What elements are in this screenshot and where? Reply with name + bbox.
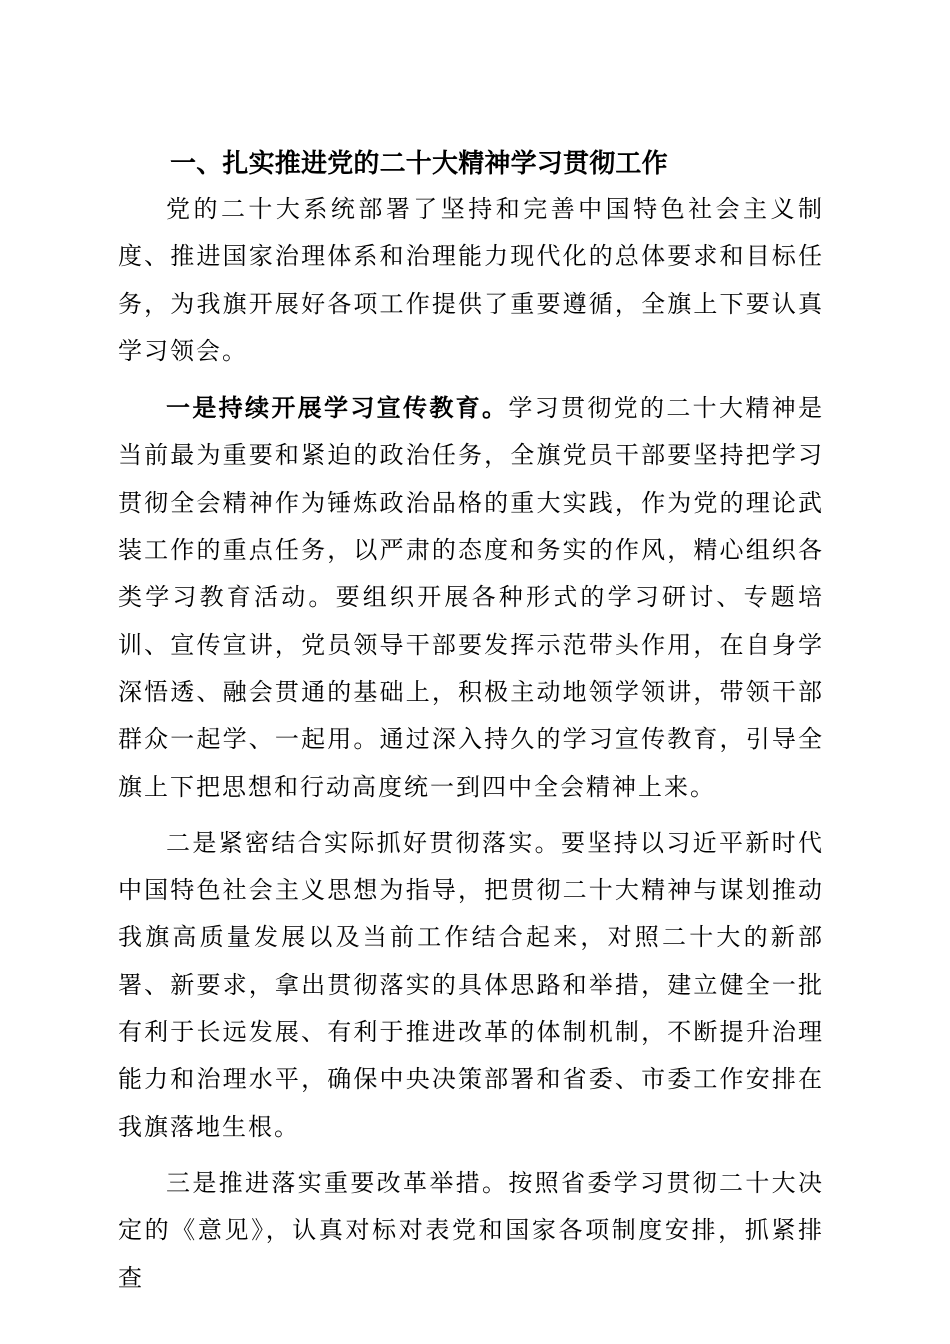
paragraph-text: 学习贯彻党的二十大精神是当前最为重要和紧迫的政治任务，全旗党员干部要坚持把学习贯彻全会精神作为锤炼政治品格的重大实践，作为党的理论武装工作的重点任务，以严肃的态度和务实的作风，精心组织各类学习教育活动。要组织开展各种形式的学习研讨、专题培训、宣传宣讲，党员领导干部要发挥示范带头作用，在自身学深悟透、融会贯通的基础上，积极主动地领学领讲，带领干部群众一起学、一起用。通过深入持久的学习宣传教育，引导全旗上下把思想和行动高度统一到四中全会精神上来。 bbox=[118, 394, 825, 801]
section-heading: 一、扎实推进党的二十大精神学习贯彻工作 bbox=[170, 149, 668, 179]
paragraph-point-one bbox=[118, 384, 824, 811]
paragraph-text: 要坚持以习近平新时代中国特色社会主义思想为指导，把贯彻二十大精神与谋划推动我旗高质量发展以及当前工作结合起来，对照二十大的新部署、新要求，拿出贯彻落实的具体思路和举措，建立健全一批有利于长远发展、有利于推进改革的体制机制，不断提升治理能力和治理水平，确保中央决策部署和省委、市委工作安排在我旗落地生根。 bbox=[118, 828, 824, 1141]
paragraph-lead: 二是紧密结合实际抓好贯彻落实。 bbox=[166, 828, 561, 857]
paragraph-lead: 三是推进落实重要改革举措。 bbox=[166, 1168, 509, 1197]
paragraph-text: 党的二十大系统部署了坚持和完善中国特色社会主义制度、推进国家治理体系和治理能力现代化的总体要求和目标任务，为我旗开展好各项工作提供了重要遵循，全旗上下要认真学习领会。 bbox=[118, 195, 824, 365]
paragraph-point-three bbox=[118, 1160, 824, 1302]
paragraph-point-two bbox=[118, 820, 824, 1151]
paragraph-text: 按照省委学习贯彻二十大决定的《意见》，认真对标对表党和国家各项制度安排，抓紧排查 bbox=[118, 1168, 825, 1292]
paragraph-lead: 一是持续开展学习宣传教育。 bbox=[166, 393, 509, 423]
document-body bbox=[118, 144, 824, 1302]
paragraph-intro bbox=[118, 186, 824, 375]
